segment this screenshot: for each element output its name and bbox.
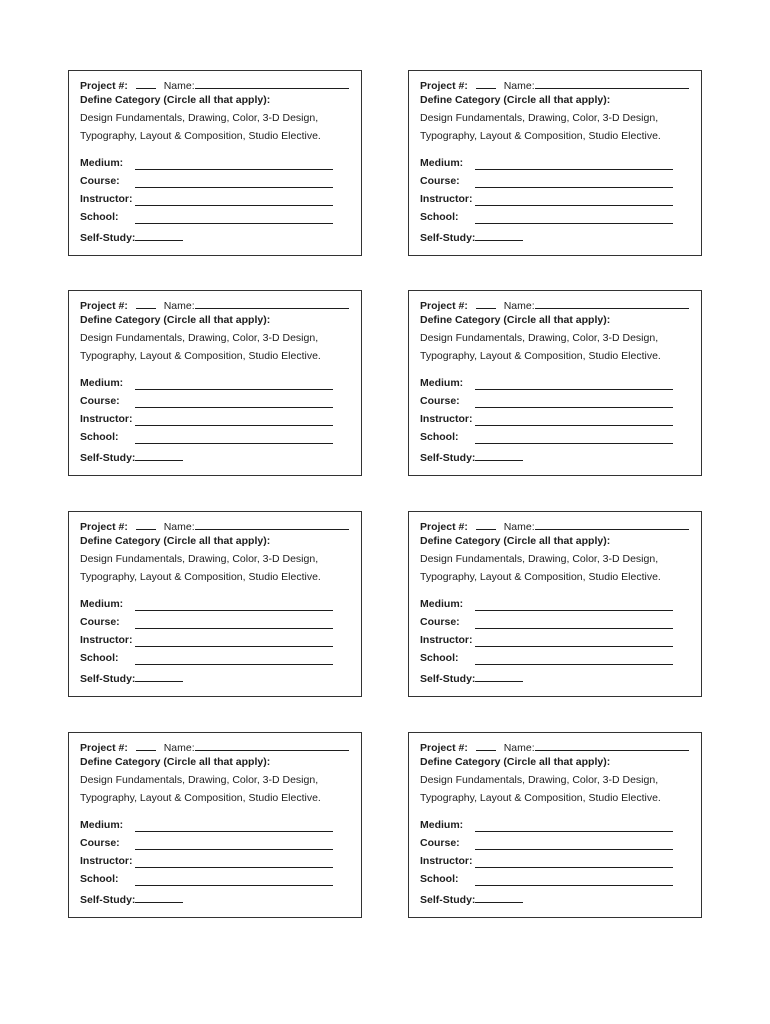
- category-options-line-2[interactable]: Typography, Layout & Composition, Studio Elective.: [420, 130, 661, 142]
- project-label: Project #:: [420, 521, 468, 533]
- project-name-row: [420, 78, 689, 92]
- school-line[interactable]: [135, 884, 333, 886]
- school-field[interactable]: [420, 211, 680, 223]
- instructor-field[interactable]: [80, 193, 340, 205]
- name-blank[interactable]: [535, 298, 689, 309]
- name-blank[interactable]: [195, 519, 349, 530]
- project-name-row: [80, 298, 349, 312]
- category-heading: Define Category (Circle all that apply):: [80, 314, 271, 326]
- project-label: Project #:: [420, 742, 468, 754]
- project-name-row: [420, 519, 689, 533]
- self-study-field[interactable]: [420, 450, 523, 464]
- project-label: Project #:: [80, 80, 128, 92]
- category-options-line-2[interactable]: Typography, Layout & Composition, Studio Elective.: [80, 571, 321, 583]
- project-number-blank[interactable]: [136, 740, 156, 751]
- project-label: Project #:: [80, 742, 128, 754]
- instructor-label: Instructor:: [420, 413, 473, 425]
- project-name-row: [80, 519, 349, 533]
- school-field[interactable]: [420, 431, 680, 443]
- self-study-blank[interactable]: [475, 450, 523, 461]
- school-label: School:: [420, 652, 459, 664]
- medium-label: Medium:: [80, 157, 124, 169]
- self-study-label: Self-Study:: [420, 673, 476, 685]
- submission-card: [68, 511, 362, 697]
- instructor-line[interactable]: [475, 866, 673, 868]
- medium-label: Medium:: [420, 819, 464, 831]
- submission-card: [408, 732, 702, 918]
- school-line[interactable]: [475, 663, 673, 665]
- instructor-label: Instructor:: [80, 634, 133, 646]
- category-options-line-1[interactable]: Design Fundamentals, Drawing, Color, 3-D Design,: [420, 553, 659, 565]
- school-field[interactable]: [420, 652, 680, 664]
- name-label: Name:: [163, 80, 195, 92]
- self-study-label: Self-Study:: [420, 452, 476, 464]
- instructor-line[interactable]: [475, 204, 673, 206]
- project-name-row: [80, 740, 349, 754]
- self-study-label: Self-Study:: [80, 232, 136, 244]
- category-options-line-1[interactable]: Design Fundamentals, Drawing, Color, 3-D Design,: [420, 112, 659, 124]
- category-options-line-1[interactable]: Design Fundamentals, Drawing, Color, 3-D Design,: [80, 112, 319, 124]
- name-blank[interactable]: [535, 78, 689, 89]
- name-blank[interactable]: [195, 298, 349, 309]
- school-label: School:: [80, 873, 119, 885]
- school-line[interactable]: [135, 222, 333, 224]
- name-blank[interactable]: [535, 740, 689, 751]
- course-line[interactable]: [475, 406, 673, 408]
- school-label: School:: [420, 211, 459, 223]
- self-study-field[interactable]: [420, 671, 523, 685]
- course-field[interactable]: [420, 616, 680, 628]
- school-line[interactable]: [475, 442, 673, 444]
- medium-line[interactable]: [135, 168, 333, 170]
- instructor-field[interactable]: [420, 413, 680, 425]
- project-label: Project #:: [80, 521, 128, 533]
- course-field[interactable]: [420, 395, 680, 407]
- school-label: School:: [420, 873, 459, 885]
- self-study-blank[interactable]: [135, 671, 183, 682]
- medium-field[interactable]: [80, 819, 340, 831]
- medium-line[interactable]: [475, 830, 673, 832]
- school-field[interactable]: [420, 873, 680, 885]
- instructor-line[interactable]: [135, 204, 333, 206]
- self-study-field[interactable]: [80, 892, 183, 906]
- self-study-label: Self-Study:: [80, 673, 136, 685]
- submission-card: [408, 511, 702, 697]
- medium-line[interactable]: [135, 609, 333, 611]
- category-options-line-1[interactable]: Design Fundamentals, Drawing, Color, 3-D Design,: [420, 332, 659, 344]
- self-study-field[interactable]: [80, 671, 183, 685]
- instructor-field[interactable]: [80, 855, 340, 867]
- category-options-line-1[interactable]: Design Fundamentals, Drawing, Color, 3-D Design,: [80, 332, 319, 344]
- self-study-blank[interactable]: [135, 892, 183, 903]
- category-options-line-2[interactable]: Typography, Layout & Composition, Studio Elective.: [420, 350, 661, 362]
- instructor-line[interactable]: [135, 866, 333, 868]
- medium-label: Medium:: [80, 377, 124, 389]
- category-options-line-1[interactable]: Design Fundamentals, Drawing, Color, 3-D Design,: [80, 553, 319, 565]
- category-options-line-2[interactable]: Typography, Layout & Composition, Studio Elective.: [420, 571, 661, 583]
- instructor-field[interactable]: [80, 413, 340, 425]
- self-study-blank[interactable]: [475, 671, 523, 682]
- medium-line[interactable]: [475, 168, 673, 170]
- school-line[interactable]: [475, 884, 673, 886]
- project-number-blank[interactable]: [136, 519, 156, 530]
- course-label: Course:: [80, 175, 120, 187]
- instructor-label: Instructor:: [420, 855, 473, 867]
- medium-field[interactable]: [420, 377, 680, 389]
- medium-field[interactable]: [420, 157, 680, 169]
- instructor-field[interactable]: [420, 855, 680, 867]
- category-options-line-1[interactable]: Design Fundamentals, Drawing, Color, 3-D Design,: [420, 774, 659, 786]
- name-blank[interactable]: [535, 519, 689, 530]
- school-label: School:: [80, 211, 119, 223]
- course-label: Course:: [420, 837, 460, 849]
- school-field[interactable]: [80, 431, 340, 443]
- course-label: Course:: [420, 175, 460, 187]
- self-study-label: Self-Study:: [80, 894, 136, 906]
- category-options-line-2[interactable]: Typography, Layout & Composition, Studio Elective.: [420, 792, 661, 804]
- category-options-line-1[interactable]: Design Fundamentals, Drawing, Color, 3-D Design,: [80, 774, 319, 786]
- medium-line[interactable]: [475, 609, 673, 611]
- project-name-row: [420, 740, 689, 754]
- category-heading: Define Category (Circle all that apply):: [80, 94, 271, 106]
- category-heading: Define Category (Circle all that apply):: [420, 756, 611, 768]
- course-line[interactable]: [135, 627, 333, 629]
- course-line[interactable]: [475, 186, 673, 188]
- self-study-blank[interactable]: [135, 230, 183, 241]
- course-label: Course:: [420, 616, 460, 628]
- school-field[interactable]: [80, 211, 340, 223]
- self-study-label: Self-Study:: [420, 894, 476, 906]
- course-line[interactable]: [135, 186, 333, 188]
- medium-label: Medium:: [80, 598, 124, 610]
- medium-field[interactable]: [80, 598, 340, 610]
- course-line[interactable]: [135, 406, 333, 408]
- self-study-blank[interactable]: [475, 892, 523, 903]
- course-field[interactable]: [80, 837, 340, 849]
- submission-card: [408, 70, 702, 256]
- school-field[interactable]: [80, 652, 340, 664]
- submission-card: [68, 290, 362, 476]
- instructor-label: Instructor:: [420, 193, 473, 205]
- medium-label: Medium:: [420, 377, 464, 389]
- instructor-field[interactable]: [420, 634, 680, 646]
- course-field[interactable]: [420, 175, 680, 187]
- name-label: Name:: [503, 521, 535, 533]
- instructor-label: Instructor:: [80, 413, 133, 425]
- project-number-blank[interactable]: [136, 78, 156, 89]
- category-heading: Define Category (Circle all that apply):: [420, 314, 611, 326]
- category-options-line-2[interactable]: Typography, Layout & Composition, Studio Elective.: [80, 130, 321, 142]
- medium-line[interactable]: [135, 388, 333, 390]
- name-label: Name:: [163, 742, 195, 754]
- medium-line[interactable]: [475, 388, 673, 390]
- instructor-line[interactable]: [135, 645, 333, 647]
- name-label: Name:: [503, 80, 535, 92]
- project-number-blank[interactable]: [476, 78, 496, 89]
- medium-label: Medium:: [420, 157, 464, 169]
- school-label: School:: [420, 431, 459, 443]
- self-study-field[interactable]: [80, 450, 183, 464]
- self-study-blank[interactable]: [475, 230, 523, 241]
- course-label: Course:: [80, 837, 120, 849]
- course-field[interactable]: [80, 175, 340, 187]
- submission-card: [68, 732, 362, 918]
- category-heading: Define Category (Circle all that apply):: [80, 756, 271, 768]
- instructor-line[interactable]: [475, 424, 673, 426]
- instructor-line[interactable]: [475, 645, 673, 647]
- project-name-row: [80, 78, 349, 92]
- instructor-line[interactable]: [135, 424, 333, 426]
- self-study-field[interactable]: [420, 892, 523, 906]
- instructor-label: Instructor:: [420, 634, 473, 646]
- project-label: Project #:: [420, 80, 468, 92]
- project-label: Project #:: [420, 300, 468, 312]
- category-options-line-2[interactable]: Typography, Layout & Composition, Studio Elective.: [80, 792, 321, 804]
- course-label: Course:: [420, 395, 460, 407]
- category-heading: Define Category (Circle all that apply):: [420, 535, 611, 547]
- school-line[interactable]: [135, 663, 333, 665]
- project-number-blank[interactable]: [476, 519, 496, 530]
- self-study-field[interactable]: [420, 230, 523, 244]
- name-blank[interactable]: [195, 78, 349, 89]
- course-label: Course:: [80, 616, 120, 628]
- instructor-field[interactable]: [80, 634, 340, 646]
- name-label: Name:: [503, 300, 535, 312]
- course-line[interactable]: [475, 627, 673, 629]
- name-blank[interactable]: [195, 740, 349, 751]
- school-line[interactable]: [475, 222, 673, 224]
- medium-line[interactable]: [135, 830, 333, 832]
- project-number-blank[interactable]: [476, 298, 496, 309]
- name-label: Name:: [163, 300, 195, 312]
- name-label: Name:: [503, 742, 535, 754]
- instructor-label: Instructor:: [80, 855, 133, 867]
- submission-card: [408, 290, 702, 476]
- project-number-blank[interactable]: [136, 298, 156, 309]
- medium-field[interactable]: [80, 157, 340, 169]
- instructor-label: Instructor:: [80, 193, 133, 205]
- project-number-blank[interactable]: [476, 740, 496, 751]
- course-line[interactable]: [135, 848, 333, 850]
- course-field[interactable]: [80, 395, 340, 407]
- submission-card: [68, 70, 362, 256]
- medium-label: Medium:: [420, 598, 464, 610]
- medium-field[interactable]: [420, 819, 680, 831]
- school-label: School:: [80, 431, 119, 443]
- course-line[interactable]: [475, 848, 673, 850]
- school-line[interactable]: [135, 442, 333, 444]
- course-field[interactable]: [80, 616, 340, 628]
- project-label: Project #:: [80, 300, 128, 312]
- category-heading: Define Category (Circle all that apply):: [80, 535, 271, 547]
- course-field[interactable]: [420, 837, 680, 849]
- school-field[interactable]: [80, 873, 340, 885]
- project-name-row: [420, 298, 689, 312]
- self-study-blank[interactable]: [135, 450, 183, 461]
- school-label: School:: [80, 652, 119, 664]
- instructor-field[interactable]: [420, 193, 680, 205]
- name-label: Name:: [163, 521, 195, 533]
- self-study-label: Self-Study:: [80, 452, 136, 464]
- self-study-field[interactable]: [80, 230, 183, 244]
- category-options-line-2[interactable]: Typography, Layout & Composition, Studio Elective.: [80, 350, 321, 362]
- self-study-label: Self-Study:: [420, 232, 476, 244]
- medium-field[interactable]: [80, 377, 340, 389]
- category-heading: Define Category (Circle all that apply):: [420, 94, 611, 106]
- course-label: Course:: [80, 395, 120, 407]
- medium-label: Medium:: [80, 819, 124, 831]
- medium-field[interactable]: [420, 598, 680, 610]
